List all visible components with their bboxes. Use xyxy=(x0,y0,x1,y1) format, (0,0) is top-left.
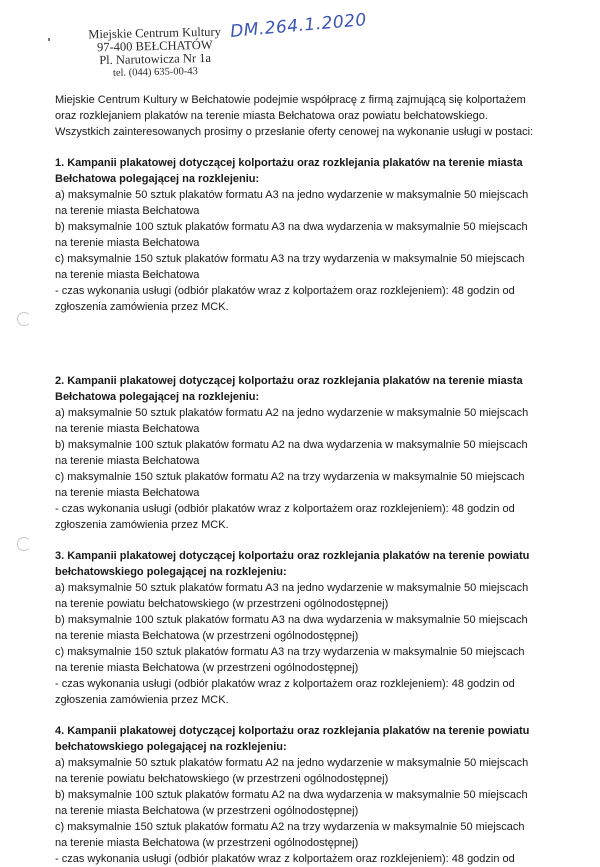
intro-line: Wszystkich zainteresowanych prosimy o przesłanie oferty cenowej na wykonanie usługi w postaci: xyxy=(55,126,534,138)
section-line: c) maksymalnie 150 sztuk plakatów formatu A2 na trzy wydarzenia w maksymalnie 50 miejscach xyxy=(55,471,525,483)
section-3 xyxy=(55,548,595,708)
stamp-line: Pl. Narutowicza Nr 1a xyxy=(99,50,212,68)
section-line: na terenie miasta Bełchatowa xyxy=(55,237,200,249)
section-line: zgłoszenia zamówienia przez MCK. xyxy=(55,694,229,706)
section-title: 1. Kampanii plakatowej dotyczącej kolportażu oraz rozklejania plakatów na terenie miasta xyxy=(55,157,523,169)
section-line: - czas wykonania usługi (odbiór plakatów wraz z kolportażem oraz rozklejeniem): 48 godzin od xyxy=(55,678,515,690)
section-line: na terenie miasta Bełchatowa xyxy=(55,269,200,281)
section-line: a) maksymalnie 50 sztuk plakatów formatu A3 na jedno wydarzenie w maksymalnie 50 miejscach xyxy=(55,582,529,594)
stamp-line: Miejskie Centrum Kultury xyxy=(88,24,222,42)
section-line: zgłoszenia zamówienia przez MCK. xyxy=(55,519,229,531)
section-4 xyxy=(55,723,595,867)
handwritten-reference: DM.264.1.2020 xyxy=(229,10,368,42)
stamp-line: 97-400 BEŁCHATÓW xyxy=(96,37,213,55)
section-title: Bełchatowa polegającej na rozklejeniu: xyxy=(55,173,260,185)
section-line: na terenie powiatu bełchatowskiego (w przestrzeni ogólnodostępnej) xyxy=(55,598,389,610)
section-line: - czas wykonania usługi (odbiór plakatów wraz z kolportażem oraz rozklejeniem): 48 godzin od xyxy=(55,503,515,515)
section-title: bełchatowskiego polegającej na rozklejeniu: xyxy=(55,566,287,578)
section-line: na terenie miasta Bełchatowa (w przestrzeni ogólnodostępnej) xyxy=(55,630,359,642)
section-line: na terenie miasta Bełchatowa xyxy=(55,455,200,467)
intro-line: oraz rozklejaniem plakatów na terenie miasta Bełchatowa oraz powiatu bełchatowskiego. xyxy=(55,110,488,122)
scan-mark xyxy=(48,38,50,41)
section-line: zgłoszenia zamówienia przez MCK. xyxy=(55,301,229,313)
intro-paragraph xyxy=(55,92,595,140)
intro-line: Miejskie Centrum Kultury w Bełchatowie podejmie współpracę z firmą zajmującą się kolportażem xyxy=(55,94,526,106)
section-2 xyxy=(55,373,595,533)
section-line: a) maksymalnie 50 sztuk plakatów formatu A2 na jedno wydarzenie w maksymalnie 50 miejscach xyxy=(55,407,529,419)
section-line: a) maksymalnie 50 sztuk plakatów formatu A2 na jedno wydarzenie w maksymalnie 50 miejscach xyxy=(55,757,529,769)
section-title: 4. Kampanii plakatowej dotyczącej kolportażu oraz rozklejania plakatów na terenie powiatu xyxy=(55,725,530,737)
section-line: b) maksymalnie 100 sztuk plakatów formatu A3 na dwa wydarzenia w maksymalnie 50 miejscach xyxy=(55,221,528,233)
section-line: na terenie miasta Bełchatowa (w przestrzeni ogólnodostępnej) xyxy=(55,805,359,817)
institution-stamp xyxy=(69,25,240,81)
section-line: a) maksymalnie 50 sztuk plakatów formatu A3 na jedno wydarzenie w maksymalnie 50 miejscach xyxy=(55,189,529,201)
section-line: - czas wykonania usługi (odbiór plakatów wraz z kolportażem oraz rozklejeniem): 48 godzin od xyxy=(55,285,515,297)
section-line: b) maksymalnie 100 sztuk plakatów formatu A2 na dwa wydarzenia w maksymalnie 50 miejscach xyxy=(55,439,528,451)
section-1 xyxy=(55,155,595,315)
section-line: na terenie miasta Bełchatowa xyxy=(55,205,200,217)
section-line: b) maksymalnie 100 sztuk plakatów formatu A2 na dwa wydarzenia w maksymalnie 50 miejscach xyxy=(55,789,528,801)
section-line: c) maksymalnie 150 sztuk plakatów formatu A3 na trzy wydarzenia w maksymalnie 50 miejscach xyxy=(55,253,525,265)
section-title: 2. Kampanii plakatowej dotyczącej kolportażu oraz rozklejania plakatów na terenie miasta xyxy=(55,375,523,387)
section-title: 3. Kampanii plakatowej dotyczącej kolportażu oraz rozklejania plakatów na terenie powiatu xyxy=(55,550,530,562)
section-line: na terenie miasta Bełchatowa (w przestrzeni ogólnodostępnej) xyxy=(55,662,359,674)
section-line: c) maksymalnie 150 sztuk plakatów formatu A3 na trzy wydarzenia w maksymalnie 50 miejscach xyxy=(55,646,525,658)
section-line: na terenie miasta Bełchatowa (w przestrzeni ogólnodostępnej) xyxy=(55,837,359,849)
document-body xyxy=(55,92,595,867)
section-line: na terenie miasta Bełchatowa xyxy=(55,423,200,435)
section-line: na terenie miasta Bełchatowa xyxy=(55,487,200,499)
section-line: na terenie powiatu bełchatowskiego (w przestrzeni ogólnodostępnej) xyxy=(55,773,389,785)
punch-hole-mark xyxy=(17,537,31,551)
section-line: c) maksymalnie 150 sztuk plakatów formatu A2 na trzy wydarzenia w maksymalnie 50 miejscach xyxy=(55,821,525,833)
section-line: b) maksymalnie 100 sztuk plakatów formatu A3 na dwa wydarzenia w maksymalnie 50 miejscach xyxy=(55,614,528,626)
punch-hole-mark xyxy=(17,312,31,326)
section-title: bełchatowskiego polegającej na rozklejeniu: xyxy=(55,741,287,753)
stamp-phone: tel. (044) 635-00-43 xyxy=(112,66,198,79)
section-title: Bełchatowa polegającej na rozklejeniu: xyxy=(55,391,260,403)
section-line: - czas wykonania usługi (odbiór plakatów wraz z kolportażem oraz rozklejeniem): 48 godzin od xyxy=(55,853,515,865)
